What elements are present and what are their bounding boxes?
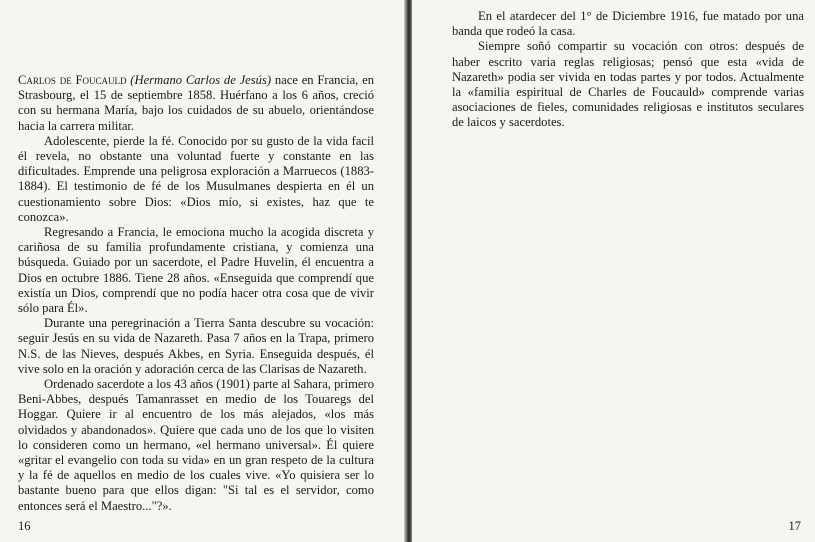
paragraph-intro <box>18 73 374 134</box>
page-number-right: 17 <box>788 519 801 533</box>
paragraph: Regresando a Francia, le emociona mucho la acogida discreta y cariñosa de su familia profundamente cristiana, y comienza una búsqueda. Guiado por un sacerdote, el Padre Huvelin, él encuentra a Dios en octubre 1886. Tiene 28 años. «Enseguida que comprendí que existía un Dios, comprendí que no podía hacer otra cosa que de vivir sólo para Él». <box>18 225 374 316</box>
page-number-left: 16 <box>18 519 31 533</box>
left-page-body <box>18 73 374 514</box>
right-page-body <box>452 9 804 131</box>
paragraph: En el atardecer del 1° de Diciembre 1916, fue matado por una banda que rodeó la casa. <box>452 9 804 39</box>
name-small-caps: Carlos de Foucauld <box>18 73 127 87</box>
right-page <box>412 0 815 542</box>
paragraph: Ordenado sacerdote a los 43 años (1901) parte al Sahara, primero Beni-Abbes, después Tamanrasset en medio de los Touaregs del Hoggar. Quiere ir al encuentro de los más alejados, «los más olvidados y abandonados». Quiere que cada uno de los que lo visiten lo consideren como un hermano, «el hermano universal». Él quiere «gritar el evangelio con toda su vida» en un gran respeto de la cultura y la fé de aquellos en medio de los cuales vive. «Yo quisiera ser lo bastante bueno para que ellos digan: "Si tal es el servidor, como entonces será el Maestro..."?». <box>18 377 374 513</box>
paragraph: Siempre soñó compartir su vocación con otros: después de haber escrito varia reglas religiosas; pensó que esta «vida de Nazareth» podia ser vivida en todas partes y por todos. Actualmente la «familia espiritual de Charles de Foucauld» comprende varias asociaciones de fieles, comunidades religiosas e institutos seculares de laicos y sacerdotes. <box>452 39 804 130</box>
intro-text: nace en Francia, en Strasbourg, el 15 de septiembre 1858. Huérfano a los 6 años, creció con su hermana María, bajo los cuidados de su abuelo, orientándose hacia la carrera militar. <box>18 73 374 133</box>
show-through-text <box>18 0 392 45</box>
name-alias: (Hermano Carlos de Jesús) <box>130 73 272 87</box>
paragraph: Adolescente, pierde la fé. Conocido por su gusto de la vida facil él revela, no obstante una voluntad fuerte y constante en las dificultades. Emprende una peligrosa exploración a Marruecos (1883-1884). El testimonio de fé de los Musulmanes despierta en él un cuestionamiento sobre Dios: «Dios mío, si existes, haz que te conozca». <box>18 133 374 224</box>
left-page <box>0 0 406 542</box>
paragraph: Durante una peregrinación a Tierra Santa descubre su vocación: seguir Jesús en su vida de Nazareth. Pasa 7 años en la Trapa, primero N.S. de las Nieves, después Akbes, en Syria. Enseguida después, él vive solo en la oración y adoración cerca de las Clarisas de Nazareth. <box>18 316 374 376</box>
